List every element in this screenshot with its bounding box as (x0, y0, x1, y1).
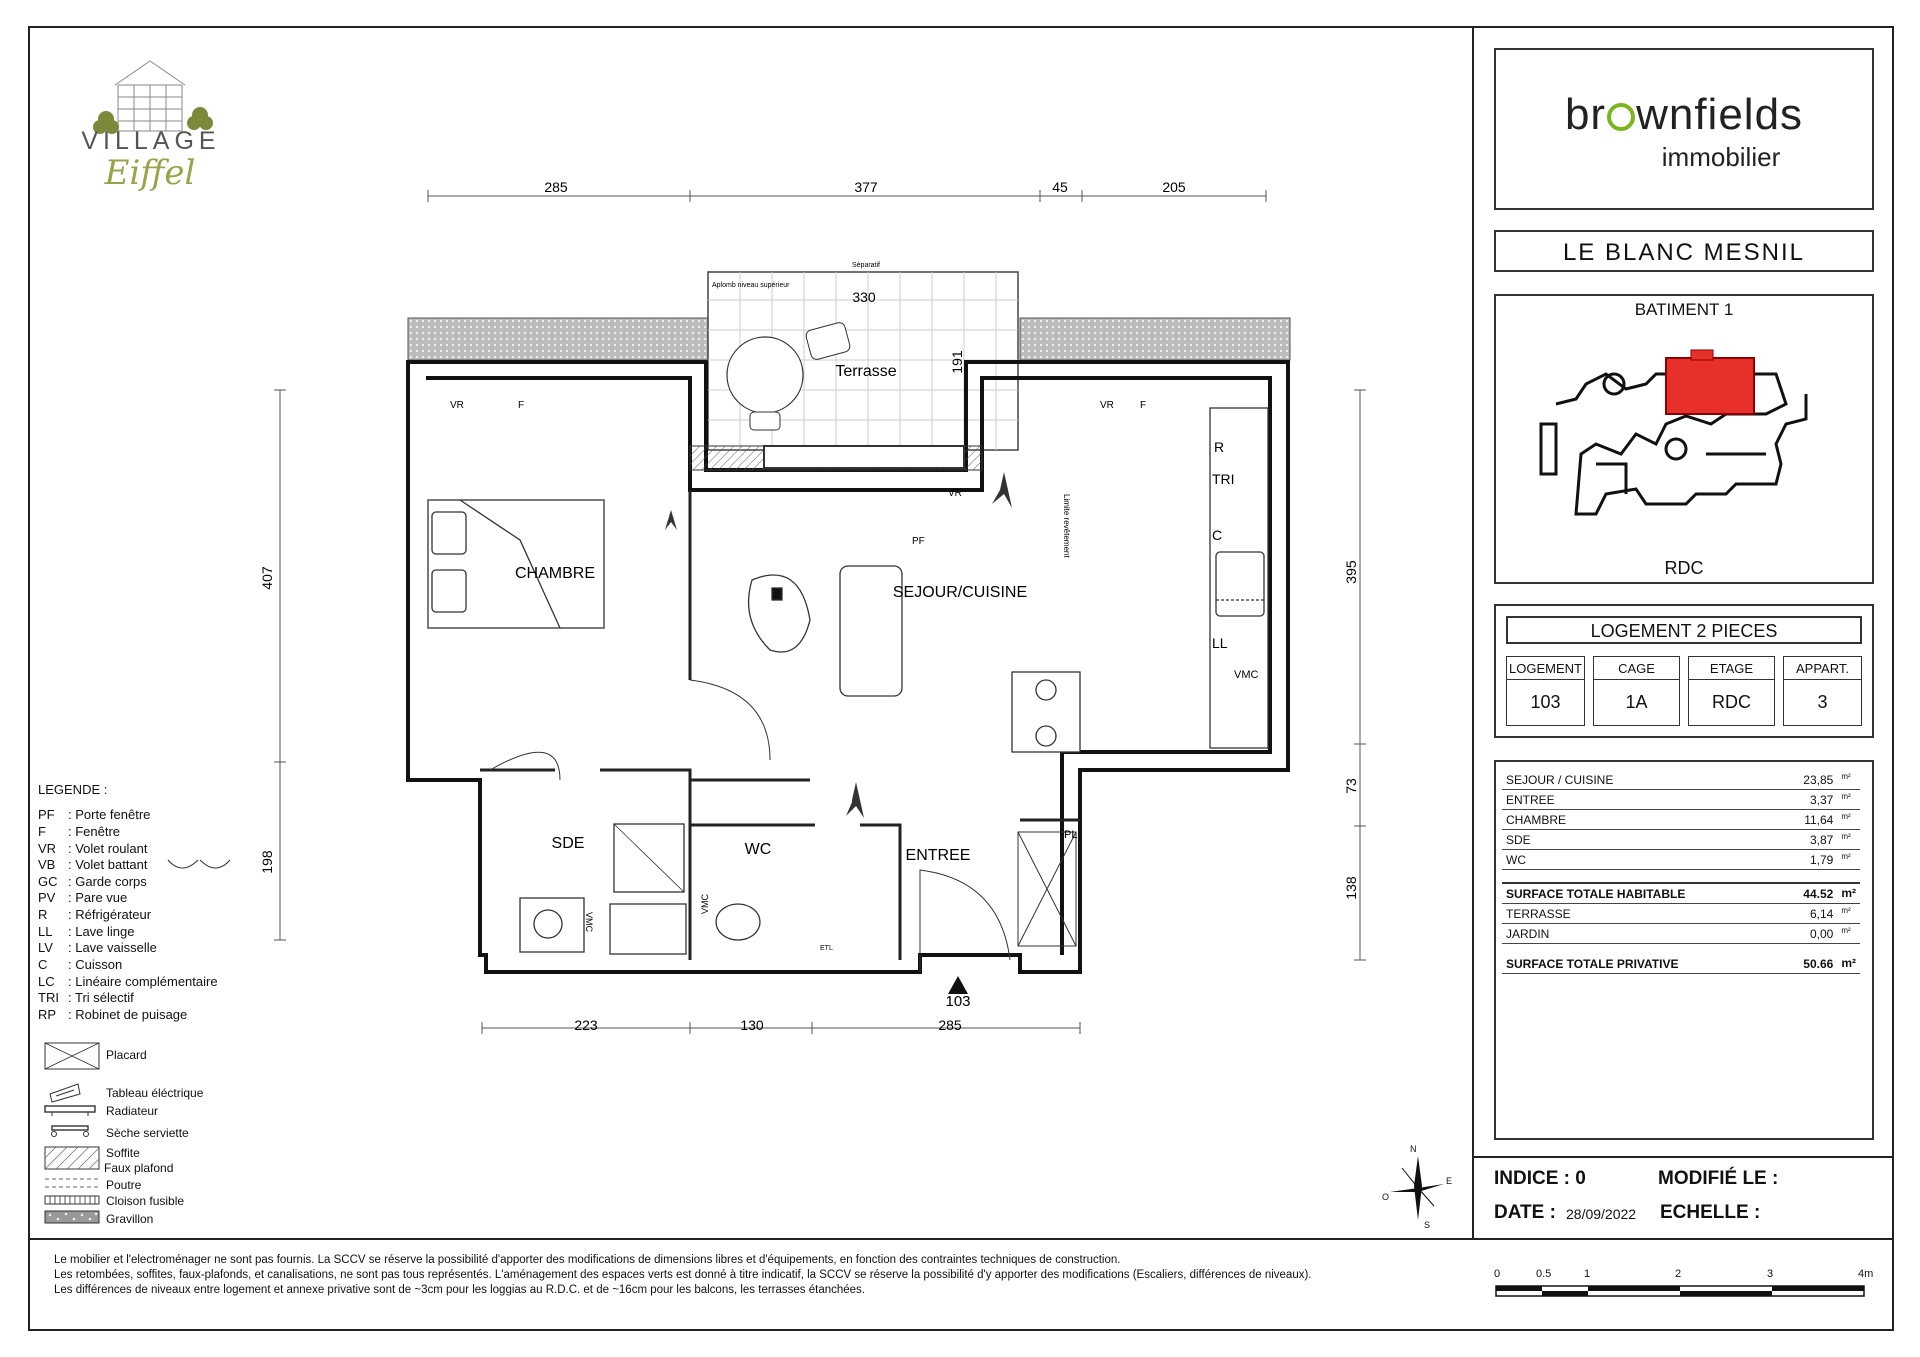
legend-item: LL : Lave linge (38, 924, 135, 939)
label-vr-bedroom: VR (450, 400, 464, 411)
field-label: CAGE (1594, 657, 1679, 680)
meta-divider (1472, 1156, 1894, 1158)
brand-logo (1496, 90, 1872, 140)
area-value: 1,79 (1759, 850, 1837, 870)
dim-right-1: 73 (1343, 778, 1359, 794)
dim-left-0: 407 (259, 566, 275, 590)
label-vr-living: VR (948, 488, 962, 499)
area-name: TERRASSE (1502, 904, 1759, 924)
logo-word-eiffel: Eiffel (104, 153, 196, 193)
legend-item: F : Fenêtre (38, 824, 121, 839)
dim-left-1: 198 (259, 850, 275, 874)
unit-field-logement (1506, 656, 1585, 726)
building-box (1494, 294, 1874, 584)
area-row (1502, 770, 1860, 790)
area-name: SDE (1502, 830, 1759, 850)
dim-top-2: 45 (1052, 179, 1068, 195)
label-vmc-kitchen: VMC (1234, 669, 1259, 681)
legend-item: R : Réfrigérateur (38, 907, 152, 922)
note-line: Les différences de niveaux entre logement et annexe privative sont de ~3cm pour les loggias au R.D.C. et de ~16cm pour les balcons, les terrasses étanchées. (54, 1284, 866, 1296)
unit-field-etage (1688, 656, 1775, 726)
area-value: 3,87 (1759, 830, 1837, 850)
kitchen (1210, 408, 1268, 748)
area-name: WC (1502, 850, 1759, 870)
terrace-width: 330 (852, 289, 876, 305)
legend-item: LV : Lave vaisselle (38, 940, 157, 955)
label-vr-kitchen: VR (1100, 400, 1114, 411)
room-bedroom: CHAMBRE (514, 565, 596, 582)
field-label: ETAGE (1689, 657, 1774, 680)
legend-item: GC : Garde corps (38, 874, 147, 889)
legend-symbol-label: Faux plafond (104, 1161, 174, 1175)
area-unit: m² (1837, 790, 1860, 810)
gravel-strip-right (1020, 318, 1290, 360)
scale-tick-4m: 4m (1858, 1268, 1874, 1280)
area-unit: m² (1837, 850, 1860, 870)
area-unit: m² (1837, 924, 1860, 944)
scale-bar (1492, 1268, 1882, 1312)
legend-item: RP : Robinet de puisage (38, 1007, 188, 1022)
legend-item: PF : Porte fenêtre (38, 807, 151, 822)
unit-box (1494, 604, 1874, 738)
compass-e: E (1446, 1176, 1453, 1186)
scale-tick-0: 0 (1494, 1268, 1501, 1280)
area-value: 3,37 (1759, 790, 1837, 810)
aplomb-label: Aplomb niveau supérieur (712, 282, 790, 289)
area-name: ENTREE (1502, 790, 1759, 810)
area-unit: m² (1837, 770, 1860, 790)
legend-symbol-label: Radiateur (106, 1104, 159, 1118)
room-terrace: Terrasse (835, 363, 897, 380)
area-unit: m² (1837, 830, 1860, 850)
building-keyplan (1536, 344, 1856, 524)
field-label: APPART. (1784, 657, 1861, 680)
placard (1018, 832, 1076, 946)
scale-bar-graphic (1492, 1284, 1872, 1298)
location-name: LE BLANC MESNIL (1562, 239, 1806, 266)
note-line: Les retombées, soffites, faux-plafonds, et canalisations, ne sont pas tous représentés. L'aménagement des espaces verts est donné à titre indicatif, la SCCV se réserve la possibilité d'y apporter des modifications (Escaliers, différences de niveaux). (54, 1269, 1312, 1281)
legend-item: LC : Linéaire complémentaire (38, 974, 218, 989)
area-value: 11,64 (1759, 810, 1837, 830)
area-row (1502, 830, 1860, 850)
notes (54, 1253, 1454, 1298)
scale-label: ECHELLE : (1660, 1202, 1761, 1223)
scale-tick-05: 0.5 (1536, 1268, 1552, 1280)
building-floor: RDC (1664, 558, 1704, 578)
label-tri: TRI (1212, 471, 1235, 487)
date-value: 28/09/2022 (1566, 1206, 1637, 1222)
room-wc: WC (744, 841, 772, 858)
area-spacer (1502, 870, 1860, 884)
field-value: 1A (1625, 692, 1648, 712)
brand-name-part1: br (1564, 90, 1607, 139)
area-name: CHAMBRE (1502, 810, 1759, 830)
limite-label: Limite revêtement (1062, 494, 1071, 558)
label-vmc-sde: VMC (584, 912, 594, 932)
legend-title: LEGENDE : (38, 782, 108, 797)
label-r: R (1214, 439, 1225, 455)
date-label: DATE : (1494, 1202, 1556, 1223)
area-value: 6,14 (1759, 904, 1837, 924)
dim-right-2: 138 (1343, 876, 1359, 900)
area-name: SEJOUR / CUISINE (1502, 770, 1759, 790)
note-line: Le mobilier et l'electroménager ne sont pas fournis. La SCCV se réserve la possibilité d'apporter des modifications de dimensions libres et d'équipements, en fonction des contraintes techniques de construction. (54, 1254, 1121, 1266)
legend-symbol-label: Placard (106, 1048, 147, 1062)
field-value: 3 (1817, 692, 1828, 712)
legend-item: VB : Volet battant (38, 857, 148, 872)
compass-o: O (1382, 1192, 1390, 1202)
location-box (1494, 230, 1874, 272)
legend-symbol-label: Sèche serviette (106, 1126, 189, 1140)
area-unit: m² (1837, 810, 1860, 830)
area-name: SURFACE TOTALE HABITABLE (1502, 883, 1759, 904)
brand-box (1494, 48, 1874, 210)
label-f-kitchen: F (1140, 400, 1147, 411)
room-entrance: ENTREE (905, 847, 971, 864)
bed (428, 500, 604, 628)
dim-bottom-0: 223 (574, 1017, 598, 1033)
areas-table (1502, 770, 1860, 974)
unit-field-appart (1783, 656, 1862, 726)
scale-tick-2: 2 (1675, 1268, 1682, 1280)
legend-symbol-label: Soffite (106, 1146, 140, 1160)
area-name: SURFACE TOTALE PRIVATIVE (1502, 954, 1759, 974)
entry-number: 103 (945, 993, 971, 1010)
notes-divider (28, 1238, 1894, 1240)
scale-tick-1: 1 (1584, 1268, 1591, 1280)
unit-title: LOGEMENT 2 PIECES (1590, 621, 1778, 641)
area-unit: m² (1837, 954, 1860, 974)
terrace-depth: 191 (949, 350, 965, 374)
title-block-divider (1472, 26, 1474, 1238)
label-c: C (1212, 527, 1223, 543)
field-label: LOGEMENT (1507, 657, 1584, 680)
brand-subtitle: immobilier (1661, 142, 1781, 172)
room-bathroom: SDE (551, 835, 585, 852)
indice-label: INDICE : 0 (1494, 1168, 1586, 1189)
legend-symbol-label: Gravillon (106, 1212, 154, 1226)
apartment-highlight (1666, 358, 1754, 414)
legend-item: C : Cuisson (38, 957, 123, 972)
unit-field-cage (1593, 656, 1680, 726)
brand-name-part2: wnfields (1636, 90, 1804, 139)
area-row (1502, 790, 1860, 810)
gravel-strip-left (408, 318, 710, 360)
area-value: 50.66 (1759, 954, 1837, 974)
compass-s: S (1424, 1220, 1431, 1230)
area-total-habitable (1502, 883, 1860, 904)
separatif-label: Séparatif (851, 262, 881, 269)
logo-word-village: VILLAGE (81, 127, 221, 155)
dim-bottom-1: 130 (740, 1017, 764, 1033)
legend-item: PV : Pare vue (38, 890, 128, 905)
compass-n: N (1410, 1144, 1417, 1154)
area-unit: m² (1837, 904, 1860, 924)
legend-symbol-label: Tableau éléctrique (106, 1086, 204, 1100)
label-ll: LL (1212, 635, 1228, 651)
area-row (1502, 850, 1860, 870)
legend-symbol-label: Poutre (106, 1178, 142, 1192)
dim-top-3: 205 (1162, 179, 1186, 195)
dim-top-1: 377 (854, 179, 878, 195)
legend-item: VR : Volet roulant (38, 841, 148, 856)
field-value: 103 (1530, 692, 1561, 712)
field-value: RDC (1711, 692, 1751, 712)
area-unit: m² (1837, 883, 1860, 904)
area-row (1502, 904, 1860, 924)
area-row (1502, 924, 1860, 944)
label-etl: ETL (820, 945, 833, 952)
area-spacer (1502, 944, 1860, 955)
label-vmc-wc: VMC (700, 894, 710, 914)
label-pf: PF (912, 536, 925, 547)
area-row (1502, 810, 1860, 830)
dim-top-0: 285 (544, 179, 568, 195)
area-value: 44.52 (1759, 883, 1837, 904)
dim-bottom-2: 285 (938, 1017, 962, 1033)
label-pl: PL (1064, 829, 1078, 841)
building-title: BATIMENT 1 (1634, 300, 1734, 319)
area-value: 0,00 (1759, 924, 1837, 944)
unit-fields (1506, 656, 1862, 726)
unit-title-box (1506, 616, 1862, 644)
legend-symbol-label: Cloison fusible (106, 1194, 185, 1208)
modified-label: MODIFIÉ LE : (1658, 1168, 1779, 1189)
brand-o-icon (1607, 103, 1635, 131)
legend-item: TRI : Tri sélectif (38, 990, 134, 1005)
dim-right-0: 395 (1343, 560, 1359, 584)
entry-arrow-icon (948, 976, 968, 994)
room-living: SEJOUR/CUISINE (892, 584, 1028, 601)
label-f-bedroom: F (518, 400, 525, 411)
scale-tick-3: 3 (1767, 1268, 1774, 1280)
area-total-privative (1502, 954, 1860, 974)
area-name: JARDIN (1502, 924, 1759, 944)
area-value: 23,85 (1759, 770, 1837, 790)
